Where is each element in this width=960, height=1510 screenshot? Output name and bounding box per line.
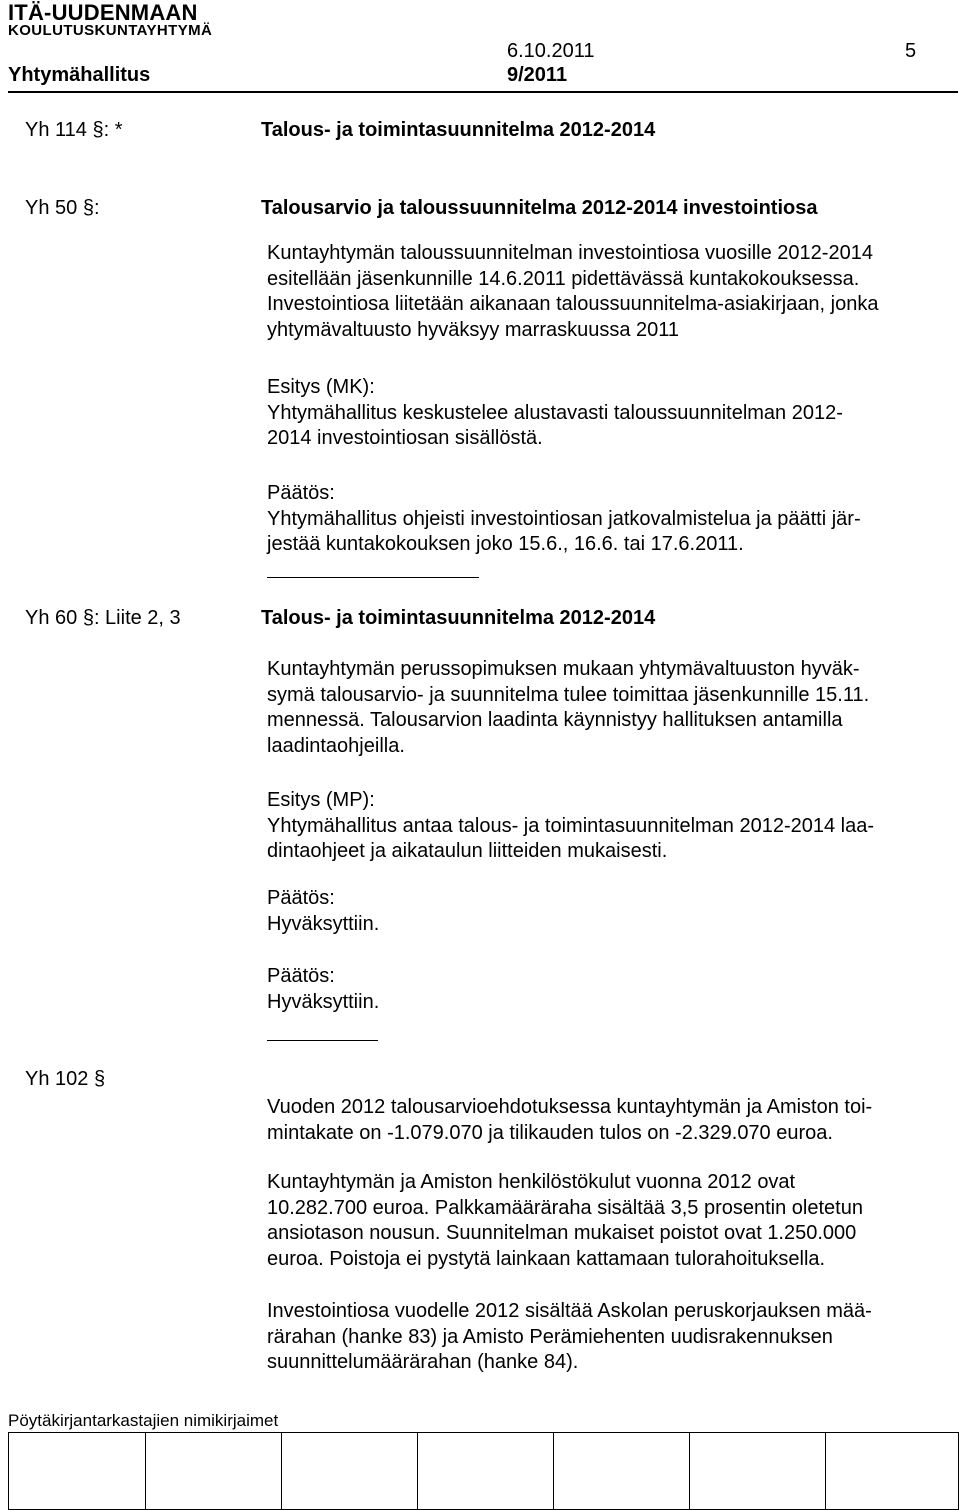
- signature-box: [825, 1432, 959, 1510]
- section-end-rule: [267, 577, 479, 578]
- decision-label: Päätös:: [267, 482, 335, 504]
- section-label: Yh 102 §: [25, 1068, 106, 1090]
- organization-subtitle: KOULUTUSKUNTAYHTYMÄ: [8, 22, 213, 39]
- paragraph: Kuntayhtymän taloussuunnitelman investointiosa vuosille 2012-2014 esitellään jäsenkunnille 14.6.2011 pidettävässä kuntakokouksessa. Investointiosa liitetään aikanaan taloussuunnitelma-asiakirjaan, jonka yhtymävaltuusto hyväksyy marraskuussa 2011: [267, 242, 879, 341]
- paragraph: Investointiosa vuodelle 2012 sisältää Askolan peruskorjauksen mää- rärahan (hanke 83) ja Amisto Perämiehenten uudisrakennuksen suunnittelumäärärahan (hanke 84).: [267, 1300, 872, 1373]
- section-title: Talousarvio ja taloussuunnitelma 2012-2014 investointiosa: [261, 197, 818, 219]
- meeting-number: 9/2011: [507, 64, 568, 86]
- page-number: 5: [905, 40, 917, 62]
- signature-label: Pöytäkirjantarkastajien nimikirjaimet: [8, 1411, 279, 1430]
- decision-block: Päätös: Hyväksyttiin.: [267, 887, 380, 935]
- governing-body: Yhtymähallitus: [8, 64, 151, 86]
- signature-box: [417, 1432, 554, 1510]
- section-title: Talous- ja toimintasuunnitelma 2012-2014: [261, 119, 656, 141]
- section-label: Yh 114 §: *: [25, 119, 123, 141]
- signature-box: [281, 1432, 418, 1510]
- signature-box-edge: [958, 1432, 959, 1510]
- signature-box: [145, 1432, 282, 1510]
- section-label: Yh 60 §: Liite 2, 3: [25, 607, 181, 629]
- paragraph: Kuntayhtymän perussopimuksen mukaan yhtymävaltuuston hyväk- symä talousarvio- ja suunnitelma tulee toimittaa jäsenkunnille 15.11. mennessä. Talousarvion laadinta käynnistyy hallituksen antamilla laadintaohjeilla.: [267, 658, 870, 757]
- section-end-rule: [267, 1040, 378, 1041]
- paragraph: Vuoden 2012 talousarvioehdotuksessa kuntayhtymän ja Amiston toi- mintakate on -1.079.070 ja tilikauden tulos on -2.329.070 euroa.: [267, 1096, 873, 1144]
- header-divider: [8, 91, 958, 93]
- section-title: Talous- ja toimintasuunnitelma 2012-2014: [261, 607, 656, 629]
- decision-label: Päätös:: [267, 887, 335, 909]
- proposal-block: Esitys (MP): Yhtymähallitus antaa talous- ja toimintasuunnitelman 2012-2014 laa- dintaohjeet ja aikataulun liitteiden mukaisesti.: [267, 789, 875, 862]
- paragraph: Kuntayhtymän ja Amiston henkilöstökulut vuonna 2012 ovat 10.282.700 euroa. Palkkamääräraha sisältää 3,5 prosentin oletetun ansiotason nousun. Suunnitelman mukaiset poistot ovat 1.250.000 euroa. Poistoja ei pystytä lainkaan kattamaan tulorahoituksella.: [267, 1171, 863, 1270]
- proposal-label: Esitys (MP):: [267, 789, 375, 811]
- proposal-label: Esitys (MK):: [267, 376, 375, 398]
- decision-block: Päätös: Hyväksyttiin.: [267, 965, 380, 1013]
- meeting-date: 6.10.2011: [507, 40, 595, 62]
- signature-box: [689, 1432, 826, 1510]
- decision-block: Päätös: Yhtymähallitus ohjeisti investointiosan jatkovalmistelua ja päätti jär- jestää kuntakokouksen joko 15.6., 16.6. tai 17.6.2011.: [267, 482, 861, 555]
- signature-box: [553, 1432, 690, 1510]
- proposal-block: Esitys (MK): Yhtymähallitus keskustelee alustavasti taloussuunnitelman 2012- 2014 investointiosan sisällöstä.: [267, 376, 843, 449]
- organization-name: ITÄ-UUDENMAAN: [8, 0, 198, 25]
- section-label: Yh 50 §:: [25, 197, 100, 219]
- decision-label: Päätös:: [267, 965, 335, 987]
- signature-box: [8, 1432, 146, 1510]
